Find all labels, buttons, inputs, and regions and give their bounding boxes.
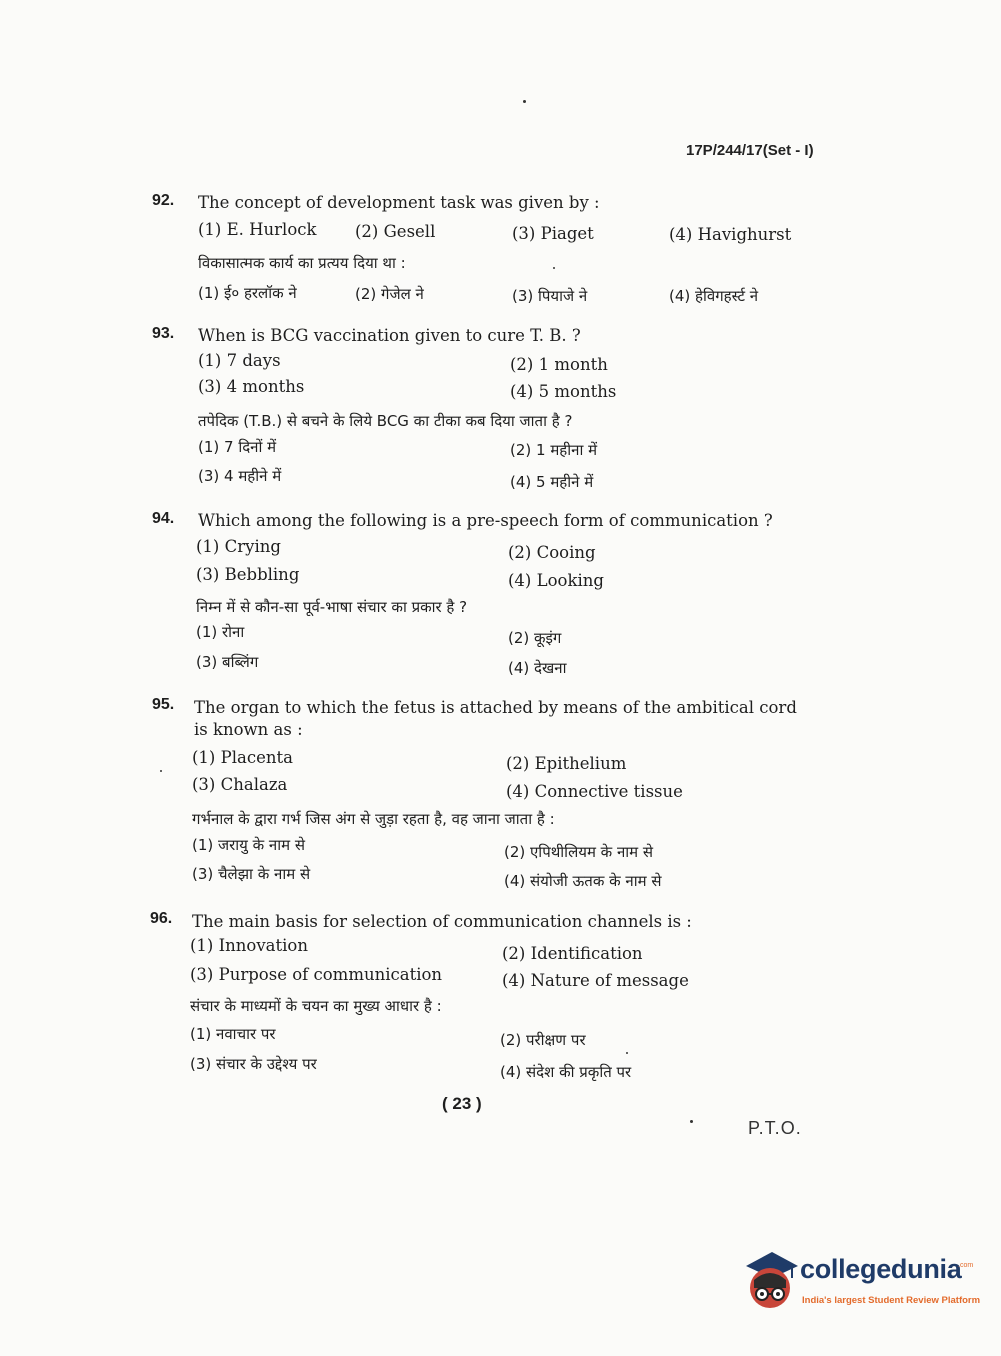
option-en-3: (3) 4 months [198, 377, 305, 396]
option-hi-2: (2) गेजेल ने [355, 285, 424, 303]
option-hi-1: (1) ई० हरलॉक ने [198, 284, 297, 302]
scan-speck [160, 770, 162, 772]
option-hi-3: (3) बब्लिंग [196, 653, 259, 671]
scan-speck [523, 100, 526, 103]
option-en-3: (3) Chalaza [192, 775, 288, 794]
page-number: ( 23 ) [442, 1094, 482, 1113]
option-en-1: (1) 7 days [198, 351, 281, 370]
option-hi-2: (2) परीक्षण पर [500, 1031, 586, 1049]
option-en-1: (1) Crying [196, 537, 281, 556]
option-hi-4: (4) हेविगहर्स्ट ने [669, 287, 759, 305]
logo-tagline: India's largest Student Review Platform [802, 1295, 981, 1306]
option-en-1: (1) Innovation [190, 936, 308, 955]
option-hi-3: (3) पियाजे ने [512, 287, 588, 305]
option-hi-4: (4) संदेश की प्रकृति पर [500, 1063, 632, 1081]
question-text-en: The main basis for selection of communication channels is : [192, 912, 692, 931]
question-text-hi: तपेदिक (T.B.) से बचने के लिये BCG का टीका कब दिया जाता है ? [198, 412, 573, 430]
option-en-4: (4) Looking [508, 571, 604, 590]
option-hi-1: (1) 7 दिनों में [198, 438, 277, 456]
option-en-4: (4) Havighurst [669, 225, 792, 244]
option-hi-2: (2) 1 महीना में [510, 441, 598, 459]
mascot-icon [742, 1248, 798, 1314]
option-en-2: (2) Identification [502, 944, 643, 963]
option-en-3: (3) Purpose of communication [190, 965, 443, 984]
question-number: 96. [150, 910, 173, 927]
scan-speck [553, 267, 555, 269]
option-en-3: (3) Bebbling [196, 565, 300, 584]
option-hi-4: (4) संयोजी ऊतक के नाम से [504, 872, 662, 890]
option-hi-2: (2) एपिथीलियम के नाम से [504, 843, 654, 861]
option-hi-4: (4) 5 महीने में [510, 473, 594, 491]
option-en-2: (2) Gesell [355, 222, 436, 241]
pto-label: P.T.O. [748, 1118, 802, 1138]
option-hi-1: (1) नवाचार पर [190, 1025, 276, 1043]
option-hi-1: (1) जरायु के नाम से [192, 836, 306, 854]
option-en-2: (2) Cooing [508, 543, 596, 562]
scan-speck [690, 1120, 693, 1123]
option-en-3: (3) Piaget [512, 224, 594, 243]
option-en-2: (2) 1 month [510, 355, 608, 374]
option-en-1: (1) E. Hurlock [198, 220, 317, 239]
question-text-en: The concept of development task was given by : [198, 193, 600, 212]
question-number: 95. [152, 696, 175, 713]
logo-domain: .com [958, 1262, 974, 1269]
option-hi-2: (2) कूइंग [508, 629, 562, 647]
question-number: 94. [152, 510, 175, 527]
option-hi-3: (3) चैलेझा के नाम से [192, 865, 311, 883]
option-en-2: (2) Epithelium [506, 754, 627, 773]
question-text-hi: संचार के माध्यमों के चयन का मुख्य आधार है : [190, 997, 442, 1015]
option-hi-3: (3) संचार के उद्देश्य पर [190, 1055, 317, 1073]
question-text-en: Which among the following is a pre-speech form of communication ? [198, 511, 773, 530]
logo-wordmark: collegedunia [800, 1254, 962, 1284]
option-en-4: (4) 5 months [510, 382, 617, 401]
paper-code: 17P/244/17(Set - I) [686, 142, 814, 159]
question-text-en: The organ to which the fetus is attached by means of the ambitical cord is known as : [194, 698, 797, 739]
option-en-4: (4) Connective tissue [506, 782, 683, 801]
option-hi-3: (3) 4 महीने में [198, 467, 282, 485]
option-en-1: (1) Placenta [192, 748, 293, 767]
question-text-hi: गर्भनाल के द्वारा गर्भ जिस अंग से जुड़ा रहता है, वह जाना जाता है : [192, 810, 555, 828]
question-number: 93. [152, 325, 175, 342]
option-en-4: (4) Nature of message [502, 971, 689, 990]
question-number: 92. [152, 192, 175, 209]
collegedunia-logo [742, 1248, 981, 1318]
scan-speck [626, 1052, 628, 1054]
question-text-hi: निम्न में से कौन-सा पूर्व-भाषा संचार का प्रकार है ? [196, 598, 468, 616]
option-hi-1: (1) रोना [196, 623, 245, 641]
question-text-hi: विकासात्मक कार्य का प्रत्यय दिया था : [198, 254, 406, 272]
option-hi-4: (4) देखना [508, 659, 567, 677]
question-text-en: When is BCG vaccination given to cure T. B. ? [198, 326, 581, 345]
